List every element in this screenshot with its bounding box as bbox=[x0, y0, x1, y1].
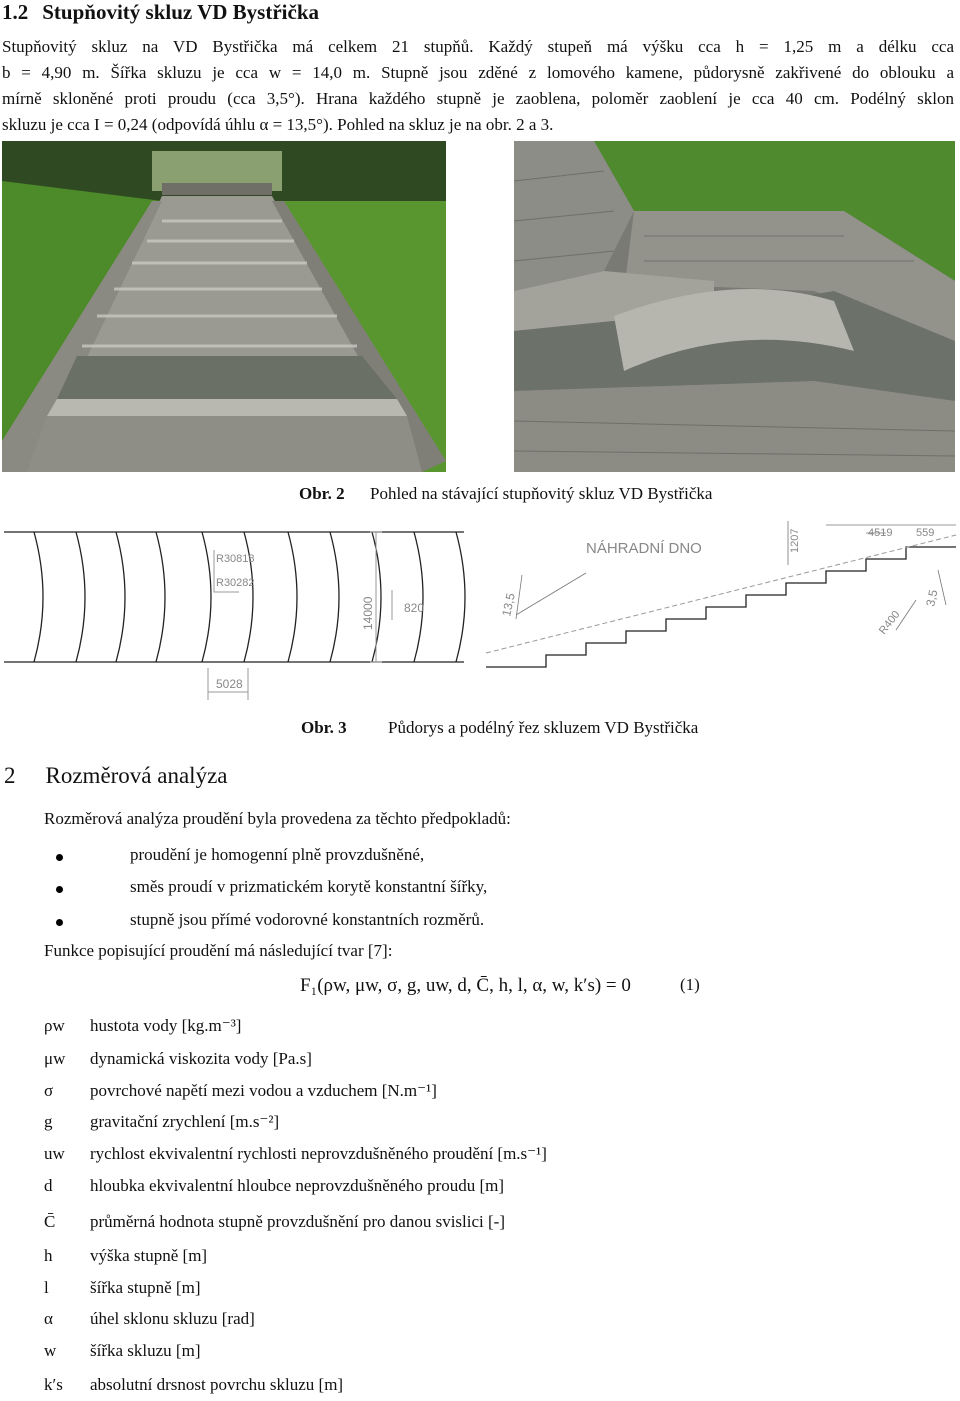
equation: F₁(ρw, μw, σ, g, uw, d, C̄, h, l, α, w, k′s) = 0 bbox=[300, 975, 631, 996]
symbol: uw bbox=[44, 1144, 65, 1163]
symbol-description: šířka stupně [m] bbox=[90, 1278, 201, 1297]
symbol-description: gravitační zrychlení [m.s⁻²] bbox=[90, 1112, 280, 1131]
section-title: NÁHRADNÍ DNO bbox=[586, 540, 702, 557]
paragraph-line: mírně skloněné proti proudu (cca 3,5°). Hrana každého stupně je zaoblena, poloměr zaoblení je cca 40 cm. Podélný sklon bbox=[2, 89, 954, 108]
symbol-description: úhel sklonu skluzu [rad] bbox=[90, 1309, 255, 1328]
section-heading bbox=[2, 0, 319, 25]
bullet-text: směs proudí v prizmatickém korytě konstantní šířky, bbox=[130, 877, 488, 896]
section-tilt: 3,5 bbox=[923, 588, 941, 608]
bullet-dot bbox=[56, 919, 63, 926]
symbol-description: rychlost ekvivalentní rychlosti neprovzdušněného proudění [m.s⁻¹] bbox=[90, 1144, 547, 1163]
section-height: 1207 bbox=[789, 528, 801, 553]
symbol: C̄ bbox=[44, 1212, 56, 1231]
symbol: d bbox=[44, 1176, 53, 1195]
section-title: Stupňovitý skluz VD Bystřička bbox=[42, 0, 320, 24]
section-dim-1: 4519 bbox=[868, 527, 893, 539]
plan-width: 14000 bbox=[361, 596, 375, 630]
bullet-dot bbox=[56, 886, 63, 893]
bullet-text: proudění je homogenní plně provzdušněné, bbox=[130, 845, 425, 864]
equation-number: (1) bbox=[680, 975, 700, 994]
section-radius: R400 bbox=[876, 608, 903, 637]
symbol-description: výška stupně [m] bbox=[90, 1246, 208, 1265]
symbol-description: absolutní drsnost povrchu skluzu [m] bbox=[90, 1375, 344, 1394]
symbol-description: hustota vody [kg.m⁻³] bbox=[90, 1016, 242, 1035]
symbol: w bbox=[44, 1341, 57, 1360]
photo-step-detail bbox=[514, 141, 955, 472]
symbol: k′s bbox=[44, 1375, 63, 1394]
section-dim-2: 559 bbox=[916, 527, 935, 539]
symbol: α bbox=[44, 1309, 53, 1328]
paragraph-line: b = 4,90 m. Šířka skluzu je cca w = 14,0 m. Stupně jsou zděné z lomového kamene, půdorysně zakřivené do oblouku a bbox=[2, 63, 954, 82]
symbol-description: hloubka ekvivalentní hloubce neprovzdušněného proudu [m] bbox=[90, 1176, 505, 1195]
figure-3-caption: Půdorys a podélný řez skluzem VD Bystřička bbox=[388, 718, 699, 737]
figure-2-label: Obr. 2 bbox=[299, 484, 345, 503]
function-intro: Funkce popisující proudění má následující tvar [7]: bbox=[44, 941, 393, 960]
section-angle: 13,5 bbox=[499, 591, 518, 618]
symbol-description: dynamická viskozita vody [Pa.s] bbox=[90, 1049, 312, 1068]
plan-radius-1: R30818 bbox=[216, 553, 255, 565]
symbol-description: průměrná hodnota stupně provzdušnění pro danou svislici [-] bbox=[90, 1212, 505, 1231]
section-number: 1.2 bbox=[2, 0, 29, 24]
symbol: μw bbox=[44, 1049, 66, 1068]
symbol: g bbox=[44, 1112, 53, 1131]
longitudinal-section-drawing bbox=[476, 515, 960, 675]
symbol-description: šířka skluzu [m] bbox=[90, 1341, 201, 1360]
plan-step-length: 5028 bbox=[216, 677, 243, 691]
plan-view-drawing bbox=[4, 520, 468, 705]
section-2-intro: Rozměrová analýza proudění byla provedena za těchto předpokladů: bbox=[44, 809, 511, 828]
section-2-heading bbox=[4, 763, 228, 789]
symbol: h bbox=[44, 1246, 53, 1265]
plan-step-offset: 820 bbox=[404, 601, 425, 615]
figure-2-caption: Pohled na stávající stupňovitý skluz VD Bystřička bbox=[370, 484, 713, 503]
section-2-number: 2 bbox=[4, 763, 16, 788]
intro-paragraph bbox=[2, 34, 954, 138]
paragraph-line: Stupňovitý skluz na VD Bystřička má celkem 21 stupňů. Každý stupeň má výšku cca h = 1,25 m a délku cca bbox=[2, 37, 954, 56]
plan-radius-2: R30282 bbox=[216, 577, 255, 589]
section-2-title: Rozměrová analýza bbox=[45, 763, 228, 788]
symbol: ρw bbox=[44, 1016, 65, 1035]
symbol: σ bbox=[44, 1081, 54, 1100]
bullet-dot bbox=[56, 854, 63, 861]
bullet-text: stupně jsou přímé vodorovné konstantních rozměrů. bbox=[130, 910, 485, 929]
symbol-description: povrchové napětí mezi vodou a vzduchem [N.m⁻¹] bbox=[90, 1081, 437, 1100]
figure-3-label: Obr. 3 bbox=[301, 718, 347, 737]
photo-spillway-view bbox=[2, 141, 446, 472]
paragraph-line: skluzu je cca I = 0,24 (odpovídá úhlu α = 13,5°). Pohled na skluz je na obr. 2 a 3. bbox=[2, 115, 554, 134]
symbol: l bbox=[44, 1278, 49, 1297]
